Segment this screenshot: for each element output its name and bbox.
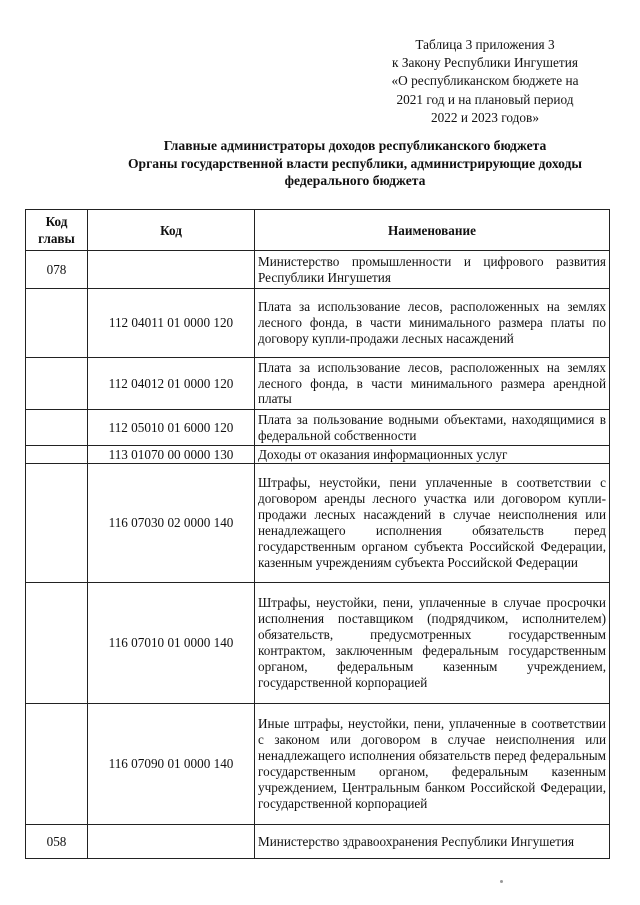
table-row	[26, 358, 610, 410]
chapter-code-cell	[26, 289, 88, 358]
name-cell: Плата за использование лесов, расположенных на землях лесного фонда, в части минимального размера арендной платы	[255, 358, 610, 410]
table-row	[26, 410, 610, 446]
table-row	[26, 289, 610, 358]
code-cell	[88, 825, 255, 859]
title-line: Главные администраторы доходов республиканского бюджета	[163, 138, 547, 153]
scan-speck	[500, 880, 503, 883]
table-header-row	[26, 210, 610, 251]
table-row	[26, 464, 610, 583]
table-row	[26, 825, 610, 859]
chapter-code-cell: 058	[26, 825, 88, 859]
chapter-code-cell	[26, 410, 88, 446]
table-row	[26, 446, 610, 464]
chapter-code-cell: 078	[26, 251, 88, 289]
name-cell: Плата за пользование водными объектами, находящимися в федеральной собственности	[255, 410, 610, 446]
chapter-code-cell	[26, 464, 88, 583]
name-cell: Министерство здравоохранения Республики Ингушетия	[255, 825, 610, 859]
name-cell: Доходы от оказания информационных услуг	[255, 446, 610, 464]
document-title	[40, 137, 640, 190]
code-cell: 116 07030 02 0000 140	[88, 464, 255, 583]
table-row	[26, 251, 610, 289]
code-cell: 113 01070 00 0000 130	[88, 446, 255, 464]
appendix-line: Таблица 3 приложения 3	[415, 37, 555, 52]
table-row	[26, 583, 610, 704]
code-cell: 112 04011 01 0000 120	[88, 289, 255, 358]
table-row	[26, 704, 610, 825]
name-cell: Иные штрафы, неустойки, пени, уплаченные в соответствии с законом или договором в случае неисполнения или ненадлежащего исполнения обязательств перед федеральным государственным органом, федеральным казенным учреждением, Центральным банком Российской Федерации, государственной корпорацией	[255, 704, 610, 825]
chapter-code-cell	[26, 704, 88, 825]
code-cell	[88, 251, 255, 289]
code-cell: 116 07090 01 0000 140	[88, 704, 255, 825]
revenue-administrators-table	[25, 209, 610, 859]
header-name: Наименование	[255, 210, 610, 251]
appendix-line: 2022 и 2023 годов»	[430, 109, 539, 125]
name-cell: Плата за использование лесов, расположенных на землях лесного фонда, в части минимального размера платы по договору купли-продажи лесных насаждений	[255, 289, 610, 358]
title-line: Органы государственной власти республики, администрирующие доходы	[127, 155, 583, 171]
appendix-reference	[340, 36, 630, 127]
header-code: Код	[88, 210, 255, 251]
appendix-line: 2021 год и на плановый период	[396, 91, 574, 107]
code-cell: 112 04012 01 0000 120	[88, 358, 255, 410]
appendix-line: «О республиканском бюджете на	[391, 73, 579, 89]
name-cell: Штрафы, неустойки, пени уплаченные в соответствии с договором аренды лесного участка или договором купли-продажи лесных насаждений в случае неисполнения или ненадлежащего исполнения обязательств перед государственным органом субъекта Российской Федерации, казенным учреждениям субъекта Российской Федерации	[255, 464, 610, 583]
chapter-code-cell	[26, 583, 88, 704]
code-cell: 112 05010 01 6000 120	[88, 410, 255, 446]
chapter-code-cell	[26, 358, 88, 410]
header-chapter-code: Код главы	[26, 210, 88, 251]
chapter-code-cell	[26, 446, 88, 464]
name-cell: Штрафы, неустойки, пени, уплаченные в случае просрочки исполнения поставщиком (подрядчиком, исполнителем) обязательств, предусмотренных государственным контрактом, заключенным федеральным государственным органом, федеральным казенным учреждением, государственной корпорацией	[255, 583, 610, 704]
appendix-line: к Закону Республики Ингушетия	[392, 55, 578, 71]
name-cell: Министерство промышленности и цифрового развития Республики Ингушетия	[255, 251, 610, 289]
code-cell: 116 07010 01 0000 140	[88, 583, 255, 704]
title-line: федерального бюджета	[284, 173, 426, 188]
